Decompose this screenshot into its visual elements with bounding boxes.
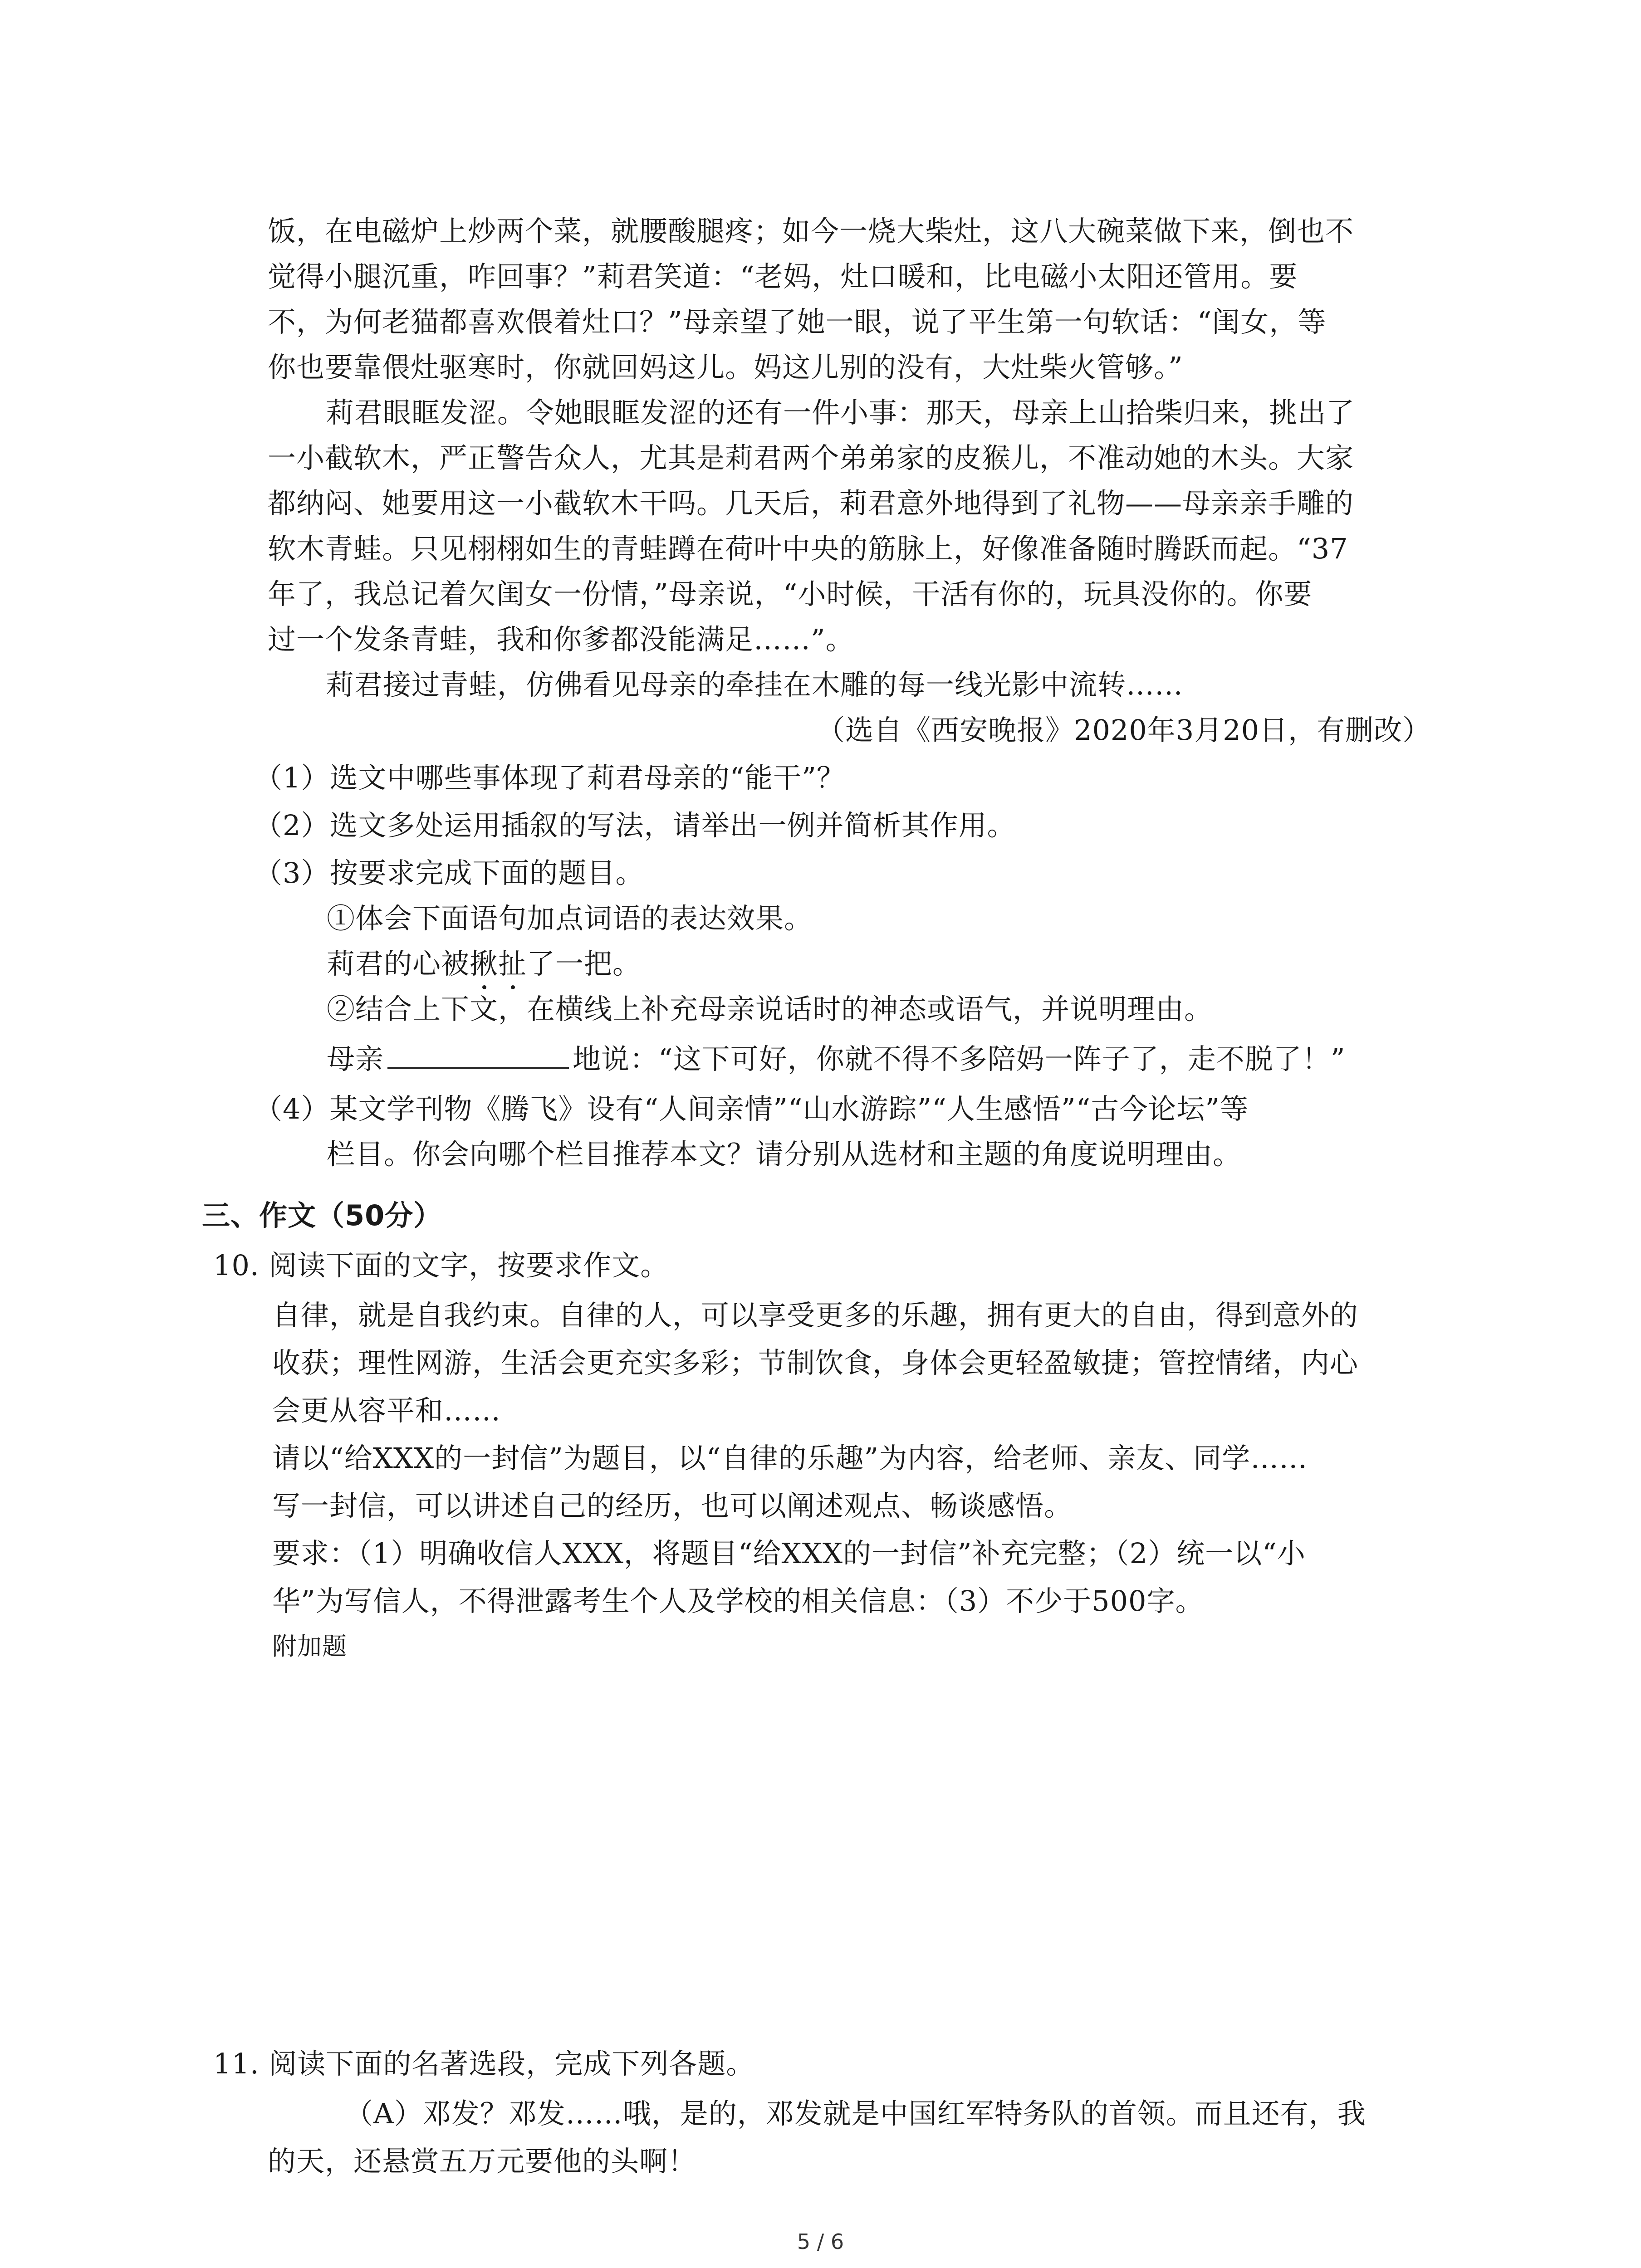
answer-blank[interactable] [387,1041,569,1069]
page-number: 5 / 6 [797,2229,844,2254]
sentence-text: 莉君的心被 [327,947,470,980]
passage-line: 年了，我总记着欠闺女一份情，”母亲说，“小时候，干活有你的，玩具没你的。你要 [268,577,1313,611]
prompt-line: 写一封信，可以讲述自己的经历，也可以阐述观点、畅谈感悟。 [272,1489,1073,1522]
question-11-title: 11. 阅读下面的名著选段，完成下列各题。 [213,2047,755,2080]
passage-line: 觉得小腿沉重，咋回事？”莉君笑道：“老妈，灶口暖和，比电磁小太阳还管用。要 [268,260,1298,293]
passage-source: （选自《西安晚报》2020年3月20日，有删改） [817,714,1431,747]
passage-line: 软木青蛙。只见栩栩如生的青蛙蹲在荷叶中央的筋脉上，好像准备随时腾跃而起。“37 [268,532,1348,565]
prompt-line: 会更从容平和…… [272,1394,501,1427]
excerpt-line: 的天，还悬赏五万元要他的头啊！ [268,2145,697,2178]
passage-line: 你也要靠偎灶驱寒时，你就回妈这儿。妈这儿别的没有，大灶柴火管够。” [268,351,1183,384]
prompt-line: 请以“给XXX的一封信”为题目，以“自律的乐趣”为内容，给老师、亲友、同学…… [272,1442,1308,1475]
passage-line: 莉君接过青蛙，仿佛看见母亲的牵挂在木雕的每一线光影中流转…… [326,668,1184,701]
appendix-label: 附加题 [272,1632,347,1661]
section-title: 三、作文（50分） [202,1199,442,1232]
question-1: （1）选文中哪些事体现了莉君母亲的“能干”？ [254,761,845,794]
question-4-cont: 栏目。你会向哪个栏目推荐本文？请分别从选材和主题的角度说明理由。 [327,1138,1242,1171]
question-2: （2）选文多处运用插叙的写法，请举出一例并简析其作用。 [254,809,1016,842]
prompt-line: 要求：（1）明确收信人XXX，将题目“给XXX的一封信”补充完整；（2）统一以“小 [272,1537,1306,1570]
prompt-line: 收获；理性网游，生活会更充实多彩；节制饮食，身体会更轻盈敏捷；管控情绪，内心 [272,1346,1359,1379]
fill-text: 地说：“这下可好，你就不得不多陪妈一阵子了，走不脱了！” [573,1042,1346,1075]
excerpt-line: （A）邓发？邓发……哦，是的，邓发就是中国红军特务队的首领。而且还有，我 [345,2097,1366,2130]
question-3-fill [327,1036,1345,1082]
passage-line: 莉君眼眶发涩。令她眼眶发涩的还有一件小事：那天，母亲上山拾柴归来，挑出了 [326,396,1355,429]
question-3-sentence [327,941,641,987]
passage-line: 不，为何老猫都喜欢偎着灶口？”母亲望了她一眼，说了平生第一句软话：“闺女，等 [268,305,1327,338]
passage-line: 都纳闷、她要用这一小截软木干吗。几天后，莉君意外地得到了礼物——母亲亲手雕的 [268,487,1354,520]
fill-text: 母亲 [327,1042,384,1075]
question-3: （3）按要求完成下面的题目。 [254,856,644,890]
prompt-line: 自律，就是自我约束。自律的人，可以享受更多的乐趣，拥有更大的自由，得到意外的 [272,1299,1359,1332]
sentence-text: 了一把。 [527,947,642,980]
question-10-title: 10. 阅读下面的文字，按要求作文。 [213,1249,669,1282]
prompt-line: 华”为写信人，不得泄露考生个人及学校的相关信息：（3）不少于500字。 [272,1584,1204,1618]
question-3-sub-1: ①体会下面语句加点词语的表达效果。 [327,902,813,935]
question-3-sub-2: ②结合上下文，在横线上补充母亲说话时的神态或语气，并说明理由。 [327,992,1213,1026]
passage-line: 过一个发条青蛙，我和你爹都没能满足……”。 [268,623,854,656]
passage-line: 饭，在电磁炉上炒两个菜，就腰酸腿疼；如今一烧大柴灶，这八大碗菜做下来，倒也不 [268,215,1354,248]
passage-line: 一小截软木，严正警告众人，尤其是莉君两个弟弟家的皮猴儿，不准动她的木头。大家 [268,441,1354,474]
question-4: （4）某文学刊物《腾飞》设有“人间亲情”“山水游踪”“人生感悟”“古今论坛”等 [254,1092,1249,1125]
dotted-word: 揪 [470,941,498,987]
dotted-word: 扯 [498,941,527,987]
